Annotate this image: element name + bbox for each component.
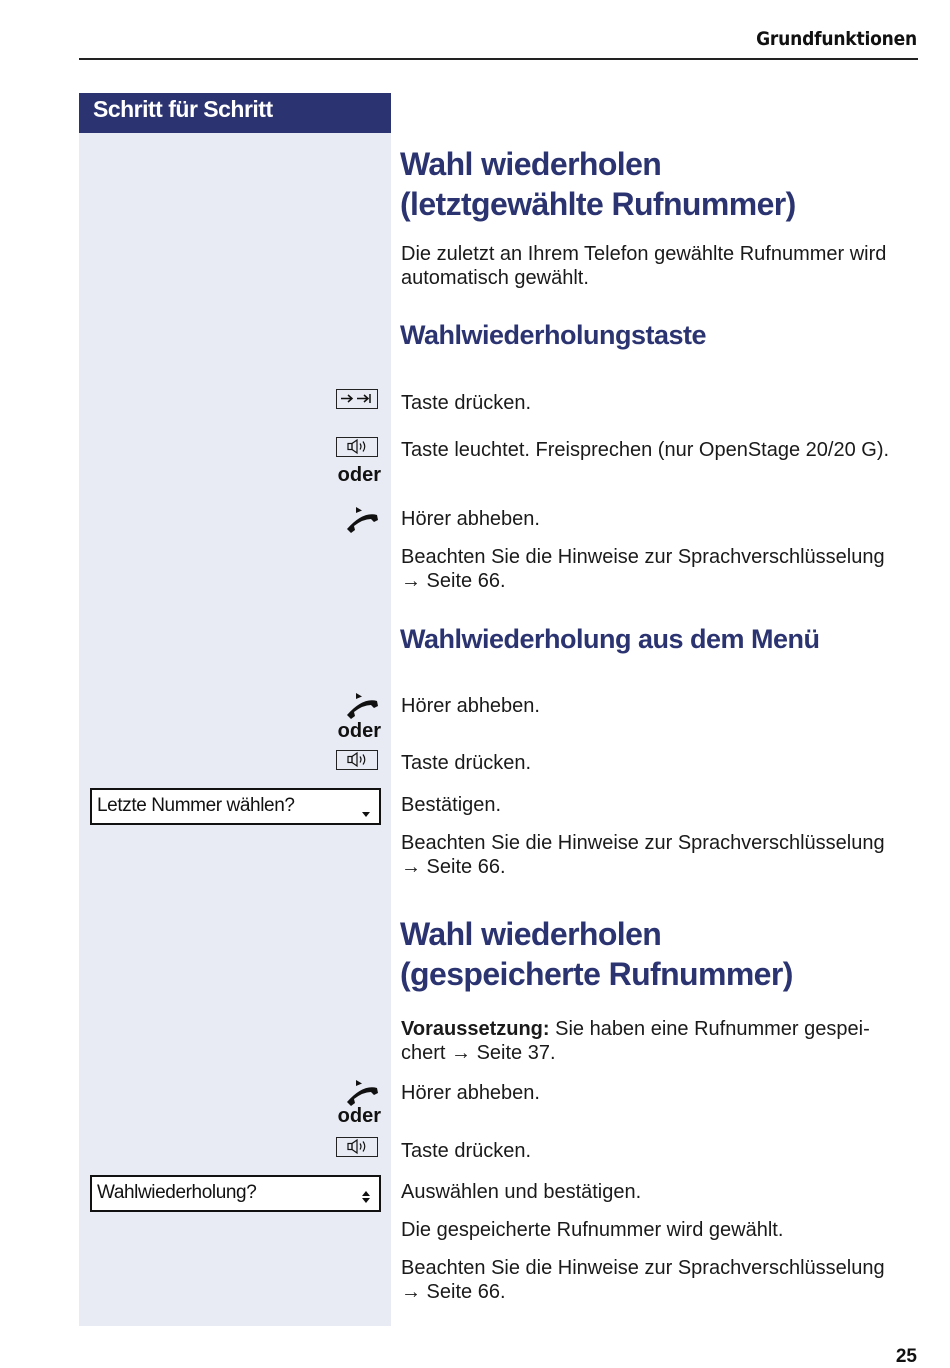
header-section-title: Grundfunktionen xyxy=(756,28,917,50)
page-number: 25 xyxy=(895,1346,917,1367)
or-label: oder xyxy=(337,1105,381,1127)
handset-lift-icon[interactable] xyxy=(343,506,383,539)
step-text: Taste drücken. xyxy=(401,392,532,414)
chevron-down-icon xyxy=(361,798,371,823)
menu-option-label: Letzte Nummer wählen? xyxy=(97,795,295,816)
text-line: Die zuletzt an Ihrem Telefon gewählte Rufnummer wird xyxy=(401,243,887,265)
page-link[interactable]: → Seite 66. xyxy=(401,570,506,592)
section-title-line: Wahl wiederholen xyxy=(400,146,662,182)
text-line: Beachten Sie die Hinweise zur Sprachverschlüsselung xyxy=(401,546,885,568)
section-title-line: (letztgewählte Rufnummer) xyxy=(400,186,796,222)
note-text xyxy=(401,1256,921,1304)
step-text: Taste drücken. xyxy=(401,1140,532,1162)
or-label: oder xyxy=(337,464,381,486)
section-title-line: (gespeicherte Rufnummer) xyxy=(400,956,793,992)
or-label: oder xyxy=(337,720,381,742)
subsection-title: Wahlwiederholungstaste xyxy=(400,320,707,350)
sidebar-title: Schritt für Schritt xyxy=(93,96,273,122)
step-text: Hörer abheben. xyxy=(401,695,540,717)
step-text: Taste drücken. xyxy=(401,752,532,774)
page-link[interactable]: chert → Seite 37. xyxy=(401,1042,556,1064)
step-text: Die gespeicherte Rufnummer wird gewählt. xyxy=(401,1219,784,1241)
header-rule xyxy=(79,58,918,60)
page-link[interactable]: → Seite 66. xyxy=(401,1281,506,1303)
text-line: Beachten Sie die Hinweise zur Sprachverschlüsselung xyxy=(401,1257,885,1279)
text-line: Beachten Sie die Hinweise zur Sprachverschlüsselung xyxy=(401,832,885,854)
note-text xyxy=(401,831,921,879)
chevron-up-down-icon xyxy=(361,1185,371,1212)
menu-option-label: Wahlwiederholung? xyxy=(97,1182,257,1203)
note-text xyxy=(401,545,921,593)
subsection-title: Wahlwiederholung aus dem Menü xyxy=(400,624,820,654)
step-text: Auswählen und bestätigen. xyxy=(401,1181,642,1203)
step-text: Taste leuchtet. Freisprechen (nur OpenStage 20/20 G). xyxy=(401,439,890,461)
menu-option-last-number[interactable] xyxy=(90,788,381,825)
redial-key-icon[interactable] xyxy=(336,389,378,409)
menu-option-redial[interactable] xyxy=(90,1175,381,1212)
step-text: Hörer abheben. xyxy=(401,1082,540,1104)
section-title xyxy=(400,914,793,994)
prerequisite-label: Voraussetzung: xyxy=(401,1018,550,1040)
speaker-key-icon[interactable] xyxy=(336,437,378,457)
speaker-key-icon[interactable] xyxy=(336,1137,378,1157)
prerequisite-text xyxy=(401,1017,921,1065)
text-line: automatisch gewählt. xyxy=(401,267,589,289)
section-title xyxy=(400,144,796,224)
intro-text xyxy=(401,242,921,290)
step-text: Bestätigen. xyxy=(401,794,502,816)
prerequisite-body: Sie haben eine Rufnummer gespei- xyxy=(549,1018,870,1040)
page-link[interactable]: → Seite 66. xyxy=(401,856,506,878)
step-text: Hörer abheben. xyxy=(401,508,540,530)
speaker-key-icon[interactable] xyxy=(336,750,378,770)
section-title-line: Wahl wiederholen xyxy=(400,916,662,952)
text-line xyxy=(401,1017,921,1041)
